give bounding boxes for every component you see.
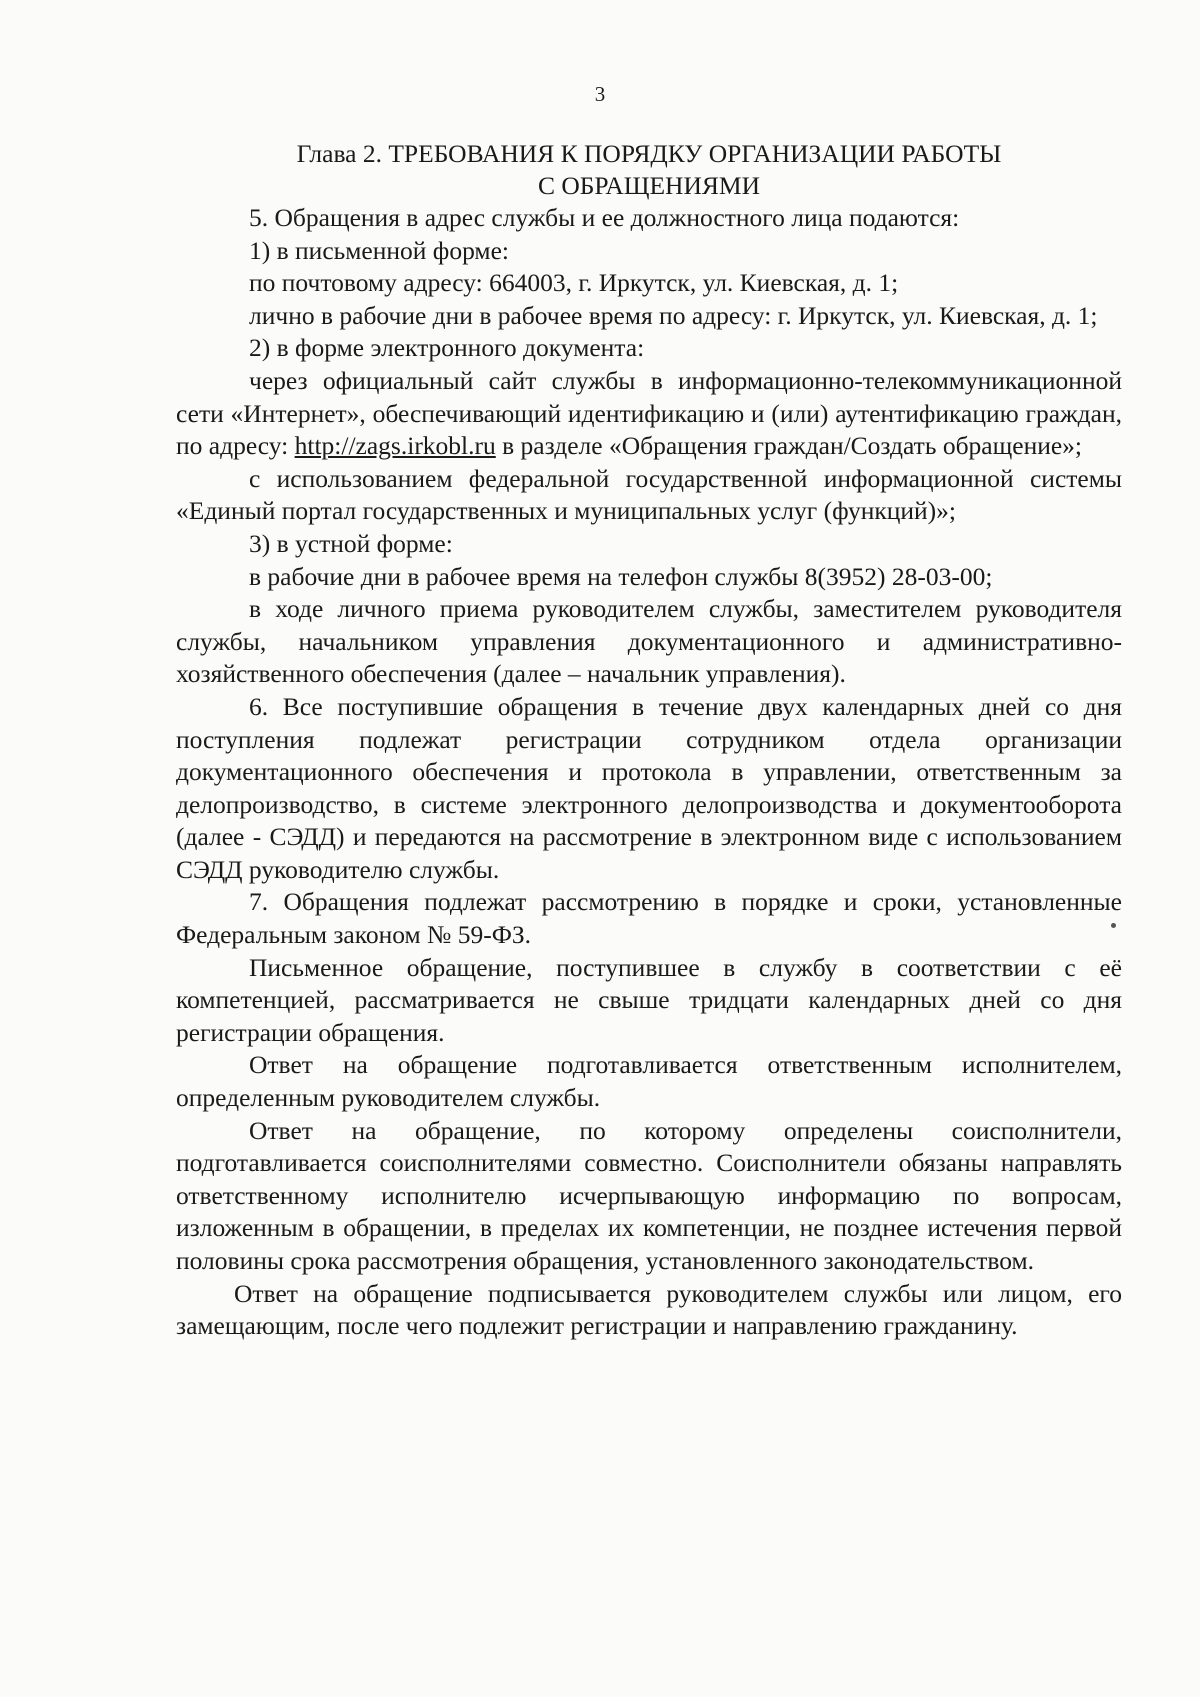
website-link[interactable]: http://zags.irkobl.ru [294,431,496,461]
chapter-title-line-2: С ОБРАЩЕНИЯМИ [537,171,760,200]
paragraph-7-written: Письменное обращение, поступившее в службу в соответствии с её компетенцией, рассматривается не свыше тридцати календарных дней со дня регистрации обращения. [176,952,1122,1047]
paragraph-5-2-website [176,365,1122,463]
scan-dot-mark [1111,923,1116,928]
website-text-post: в разделе «Обращения граждан/Создать обращение»; [495,431,1083,461]
paragraph-5-1-personal: лично в рабочие дни в рабочее время по адресу: г. Иркутск, ул. Киевская, д. 1; [249,300,1098,330]
paragraph-7-co-executors: Ответ на обращение, по которому определены соисполнители, подготавливается соисполнителями совместно. Соисполнители обязаны направлять ответственному исполнителю исчерпывающую информацию по вопросам, изложенным в обращении, в пределах их компетенции, не позднее истечения первой половины срока рассмотрения обращения, установленного законодательством. [176,1115,1122,1275]
paragraph-5-3-phone: в рабочие дни в рабочее время на телефон службы 8(3952) 28-03-00; [249,561,993,591]
page-number: 3 [594,82,606,106]
document-body [176,138,1122,1343]
paragraph-6: 6. Все поступившие обращения в течение двух календарных дней со дня поступления подлежат регистрации сотрудником отдела организации документационного обеспечения и протокола в управлении, ответственным за делопроизводство, в системе электронного делопроизводства и документооборота (далее - СЭДД) и передаются на рассмотрение в электронном виде с использованием СЭДД руководителю службы. [176,691,1122,884]
website-text-pre: через официальный сайт службы в информационно-телекоммуникационной сети «Интернет», обеспечивающий идентификацию и (или) аутентификацию граждан, по адресу: [176,365,1122,461]
chapter-title-line-1: Глава 2. ТРЕБОВАНИЯ К ПОРЯДКУ ОРГАНИЗАЦИИ РАБОТЫ [296,139,1002,168]
paragraph-5-3: 3) в устной форме: [249,528,453,558]
paragraph-5-1: 1) в письменной форме: [249,235,509,265]
paragraph-5-3-reception: в ходе личного приема руководителем службы, заместителем руководителя службы, начальником управления документационного и административно-хозяйственного обеспечения (далее – начальник управления). [176,594,1122,689]
chapter-title [176,138,1122,202]
paragraph-5-1-postal: по почтовому адресу: 664003, г. Иркутск, ул. Киевская, д. 1; [249,268,899,298]
paragraph-7: 7. Обращения подлежат рассмотрению в порядке и сроки, установленные Федеральным законом № 59-ФЗ. [176,887,1122,950]
paragraph-5-2-portal: с использованием федеральной государственной информационной системы «Единый портал государственных и муниципальных услуг (функций)»; [176,463,1122,526]
paragraph-7-answer-prep: Ответ на обращение подготавливается ответственным исполнителем, определенным руководителем службы. [176,1050,1122,1113]
paragraph-5-2: 2) в форме электронного документа: [249,333,645,363]
paragraph-5: 5. Обращения в адрес службы и ее должностного лица подаются: [249,203,960,232]
paragraph-7-signature: Ответ на обращение подписывается руководителем службы или лицом, его замещающим, после чего подлежит регистрации и направлению гражданину. [176,1278,1122,1341]
